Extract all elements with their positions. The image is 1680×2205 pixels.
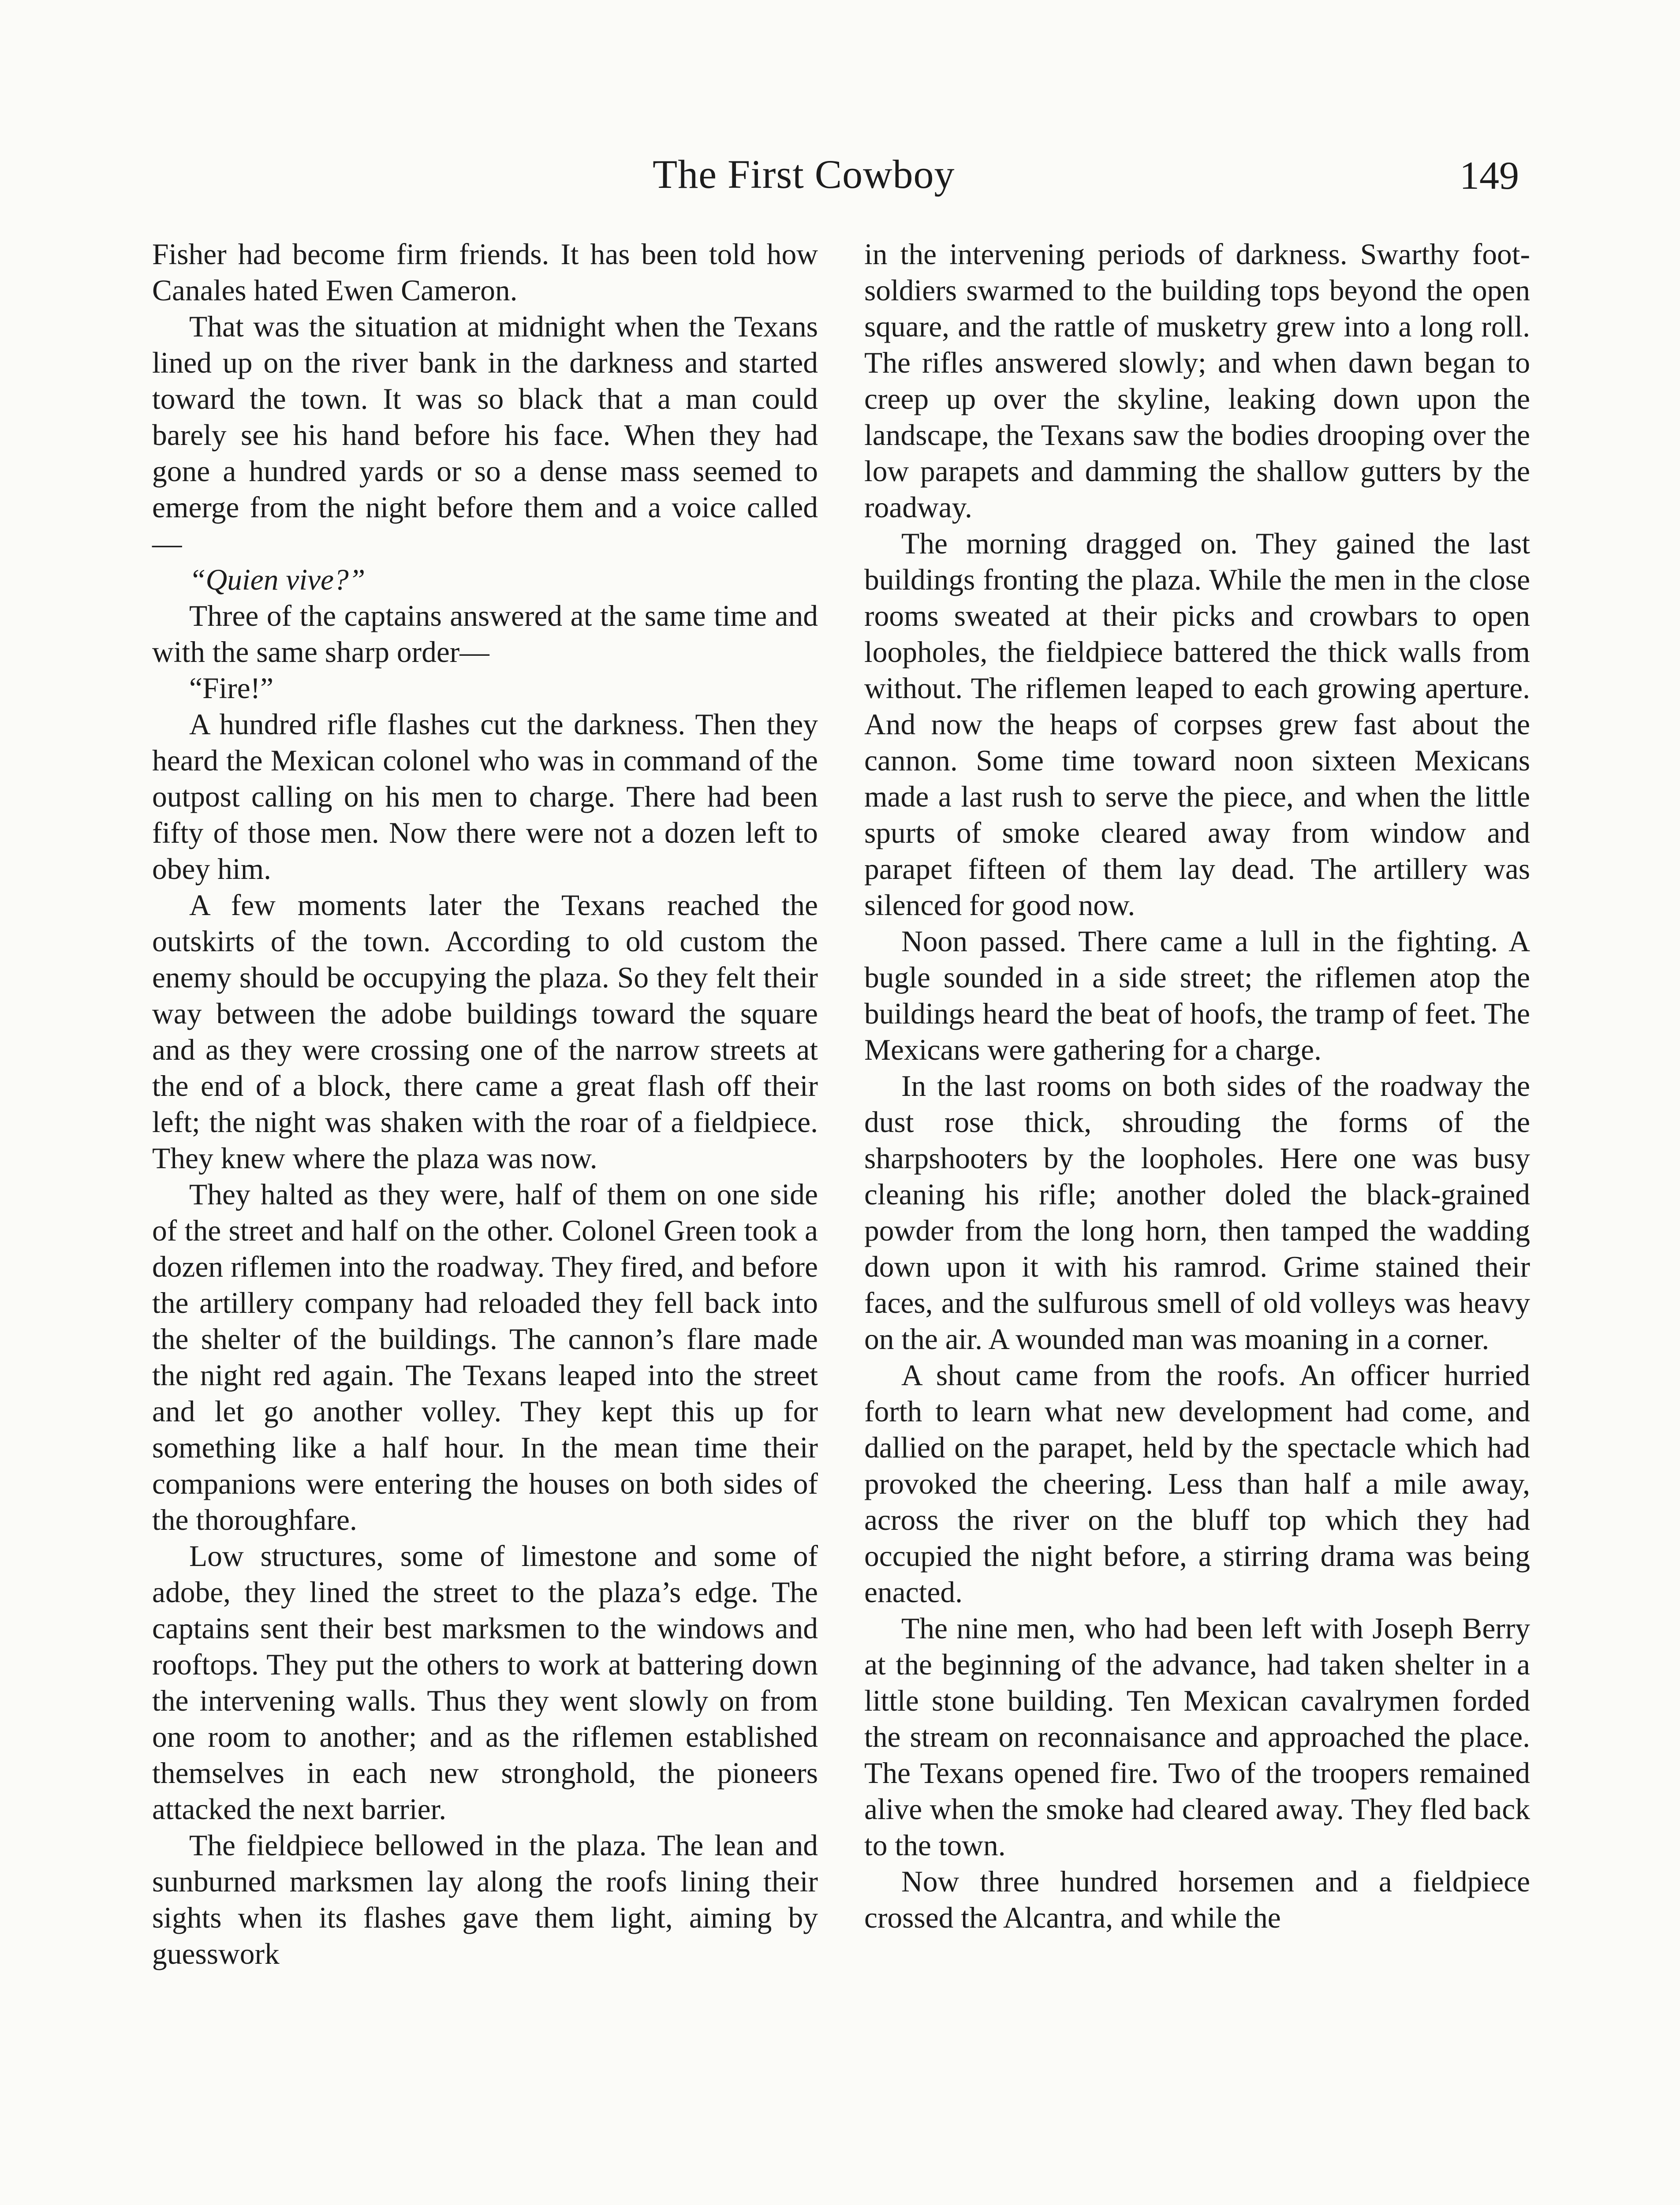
paragraph: in the intervening periods of darkness. Swarthy foot-soldiers swarmed to the building tops beyond the open square, and the rattle of musketry grew into a long roll. The rifles answered slowly; and when dawn began to creep up over the skyline, leaking down upon the landscape, the Texans saw the bodies drooping over the low parapets and damming the shallow gutters by the roadway.	[864, 238, 1530, 524]
paragraph: Low structures, some of limestone and some of adobe, they lined the street to the plaza’s edge. The captains sent their best marksmen to the windows and rooftops. They put the others to work at battering down the intervening walls. Thus they went slowly on from one room to another; and as the riflemen established themselves in each new stronghold, the pioneers attacked the next barrier.	[152, 1540, 818, 1826]
page-number: 149	[1460, 154, 1519, 198]
running-title: The First Cowboy	[653, 152, 955, 197]
paragraph: In the last rooms on both sides of the roadway the dust rose thick, shrouding the forms of the sharpshooters by the loopholes. Here one was busy cleaning his rifle; another doled the black-grained powder from the long horn, then tamped the wadding down upon it with his ramrod. Grime stained their faces, and the sulfurous smell of old volleys was heavy on the air. A wounded man was moaning in a corner.	[864, 1069, 1530, 1356]
paragraph: The morning dragged on. They gained the last buildings fronting the plaza. While the men in the close rooms sweated at their picks and crowbars to open loopholes, the fieldpiece battered the thick walls from without. The riflemen leaped to each growing aperture. And now the heaps of corpses grew fast about the cannon. Some time toward noon sixteen Mexicans made a last rush to serve the piece, and when the little spurts of smoke cleared away from window and parapet fifteen of them lay dead. The artillery was silenced for good now.	[864, 527, 1530, 922]
paragraph: The nine men, who had been left with Joseph Berry at the beginning of the advance, had taken shelter in a little stone building. Ten Mexican cavalrymen forded the stream on reconnaisance and approached the place. The Texans opened fire. Two of the troopers remained alive when the smoke had cleared away. They fled back to the town.	[864, 1612, 1530, 1862]
paragraph: A few moments later the Texans reached the outskirts of the town. According to old custom the enemy should be occupying the plaza. So they felt their way between the adobe buildings toward the square and as they were crossing one of the narrow streets at the end of a block, there came a great flash off their left; the night was shaken with the roar of a fieldpiece. They knew where the plaza was now.	[152, 889, 818, 1175]
page-header	[0, 0, 1680, 229]
dialogue-line: “Fire!”	[189, 672, 274, 705]
paragraph: They halted as they were, half of them on one side of the street and half on the other. Colonel Green took a dozen riflemen into the roadway. They fired, and before the artillery company had reloaded they fell back into the shelter of the buildings. The cannon’s flare made the night red again. The Texans leaped into the street and let go another volley. They kept this up for something like a half hour. In the mean time their companions were entering the houses on both sides of the thoroughfare.	[152, 1178, 818, 1536]
right-column	[864, 236, 1530, 1936]
paragraph: Now three hundred horsemen and a fieldpiece crossed the Alcantra, and while the	[864, 1865, 1530, 1934]
dialogue-line: “Quien vive?”	[189, 563, 366, 596]
left-column	[152, 236, 818, 1972]
paragraph: Three of the captains answered at the same time and with the same sharp order—	[152, 599, 818, 669]
paragraph: That was the situation at midnight when the Texans lined up on the river bank in the darkness and started toward the town. It was so black that a man could barely see his hand before his face. When they had gone a hundred yards or so a dense mass seemed to emerge from the night before them and a voice called—	[152, 310, 818, 560]
paragraph: A hundred rifle flashes cut the darkness. Then they heard the Mexican colonel who was in command of the outpost calling on his men to charge. There had been fifty of those men. Now there were not a dozen left to obey him.	[152, 708, 818, 886]
paragraph: The fieldpiece bellowed in the plaza. The lean and sunburned marksmen lay along the roofs lining their sights when its flashes gave them light, aiming by guesswork	[152, 1829, 818, 1970]
paragraph: Noon passed. There came a lull in the fighting. A bugle sounded in a side street; the riflemen atop the buildings heard the beat of hoofs, the tramp of feet. The Mexicans were gathering for a charge.	[864, 925, 1530, 1066]
paragraph: A shout came from the roofs. An officer hurried forth to learn what new development had come, and dallied on the parapet, held by the spectacle which had provoked the cheering. Less than half a mile away, across the river on the bluff top which they had occupied the night before, a stirring drama was being enacted.	[864, 1359, 1530, 1609]
paragraph: Fisher had become firm friends. It has been told how Canales hated Ewen Cameron.	[152, 238, 818, 307]
